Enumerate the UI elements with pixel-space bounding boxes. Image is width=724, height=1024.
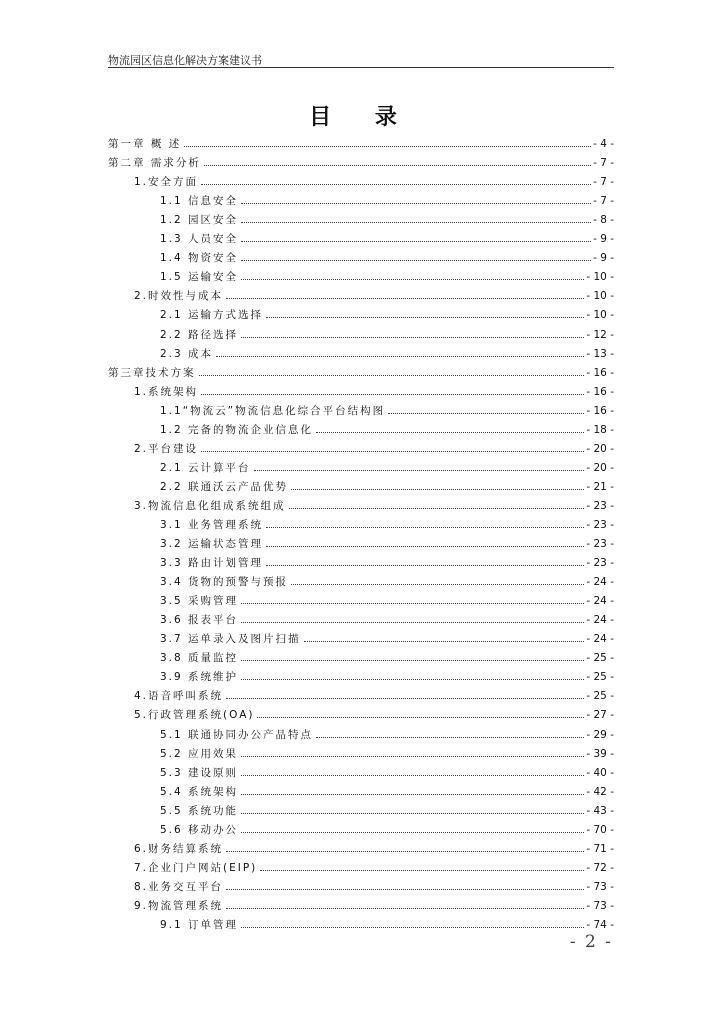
toc-entry-page: - 72 - (586, 861, 614, 874)
toc-leader-dots (241, 926, 584, 928)
toc-entry[interactable] (108, 702, 614, 721)
toc-entry-page: - 20 - (586, 442, 614, 455)
toc-leader-dots (226, 850, 584, 852)
toc-entry[interactable] (108, 664, 614, 683)
toc-entry-page: - 24 - (586, 633, 614, 646)
toc-entry-page: - 40 - (586, 766, 614, 779)
toc-entry-label: 3.5 采购管理 (160, 595, 239, 608)
toc-leader-dots (241, 793, 584, 795)
toc-leader-dots (241, 602, 584, 604)
toc-entry-page: - 24 - (586, 614, 614, 627)
toc-entry-label: 1.1“物流云”物流信息化综合平台结构图 (160, 404, 386, 417)
toc-leader-dots (388, 412, 584, 414)
toc-entry-page: - 9 - (593, 233, 614, 246)
toc-leader-dots (241, 678, 584, 680)
running-header: 物流园区信息化解决方案建议书 (108, 54, 262, 67)
toc-entry-label: 6.财务结算系统 (134, 842, 224, 855)
toc-entry[interactable] (108, 455, 614, 474)
toc-entry-label: 2.2 路径选择 (160, 328, 239, 341)
toc-entry-page: - 73 - (586, 880, 614, 893)
toc-leader-dots (241, 221, 591, 223)
toc-entry-label: 5.4 系统架构 (160, 785, 239, 798)
toc-entry[interactable] (108, 855, 614, 874)
toc-entry[interactable] (108, 569, 614, 588)
toc-entry-page: - 73 - (586, 899, 614, 912)
toc-entry-page: - 16 - (586, 404, 614, 417)
toc-entry-page: - 4 - (593, 138, 614, 151)
toc-entry-label: 5.2 应用效果 (160, 747, 239, 760)
toc-leader-dots (289, 507, 585, 509)
toc-entry-label: 第三章技术方案 (108, 366, 196, 379)
toc-leader-dots (241, 659, 584, 661)
toc-entry-page: - 20 - (586, 461, 614, 474)
toc-entry-page: - 18 - (586, 423, 614, 436)
toc-entry[interactable] (108, 360, 614, 379)
toc-entry-label: 3.3 路由计划管理 (160, 557, 264, 570)
toc-leader-dots (241, 621, 584, 623)
toc-entry-page: - 42 - (586, 785, 614, 798)
toc-entry[interactable] (108, 245, 614, 264)
toc-leader-dots (204, 164, 591, 166)
toc-leader-dots (201, 183, 591, 185)
toc-entry[interactable] (108, 207, 614, 226)
toc-entry-page: - 10 - (586, 309, 614, 322)
toc-entry-label: 3.6 报表平台 (160, 614, 239, 627)
toc-leader-dots (266, 316, 584, 318)
toc-leader-dots (216, 355, 584, 357)
toc-entry-page: - 16 - (586, 366, 614, 379)
toc-entry[interactable] (108, 874, 614, 893)
toc-entry-label: 1.系统架构 (134, 385, 199, 398)
toc-entry[interactable] (108, 741, 614, 760)
toc-entry[interactable] (108, 131, 614, 150)
toc-leader-dots (241, 259, 591, 261)
toc-entry[interactable] (108, 836, 614, 855)
toc-entry-label: 2.3 成本 (160, 347, 214, 360)
toc-entry-page: - 25 - (586, 652, 614, 665)
toc-leader-dots (266, 564, 584, 566)
toc-leader-dots (254, 469, 585, 471)
toc-entry-page: - 24 - (586, 576, 614, 589)
toc-leader-dots (226, 297, 584, 299)
toc-entry-page: - 24 - (586, 595, 614, 608)
toc-entry[interactable] (108, 531, 614, 550)
toc-entry-page: - 10 - (586, 271, 614, 284)
toc-entry-page: - 39 - (586, 747, 614, 760)
toc-entry-page: - 25 - (586, 671, 614, 684)
toc-entry[interactable] (108, 683, 614, 702)
toc-leader-dots (304, 640, 585, 642)
toc-entry-page: - 8 - (593, 214, 614, 227)
toc-entry-label: 5.3 建设原则 (160, 766, 239, 779)
toc-entry-label: 7.企业门户网站(EIP) (134, 861, 258, 874)
toc-entry[interactable] (108, 341, 614, 360)
toc-entry-page: - 25 - (586, 690, 614, 703)
toc-entry[interactable] (108, 226, 614, 245)
toc-entry-label: 3.物流信息化组成系统组成 (134, 499, 286, 512)
toc-leader-dots (266, 545, 584, 547)
toc-leader-dots (266, 526, 584, 528)
page-title: 目 录 (309, 104, 415, 130)
toc-leader-dots (226, 907, 584, 909)
toc-entry-page: - 29 - (586, 728, 614, 741)
toc-entry-label: 3.1 业务管理系统 (160, 518, 264, 531)
toc-leader-dots (226, 697, 584, 699)
toc-leader-dots (241, 336, 584, 338)
toc-entry-label: 9.1 订单管理 (160, 918, 239, 931)
toc-entry-page: - 27 - (586, 709, 614, 722)
toc-entry[interactable] (108, 798, 614, 817)
toc-entry[interactable] (108, 417, 614, 436)
toc-entry-label: 9.物流管理系统 (134, 899, 224, 912)
toc-leader-dots (201, 393, 584, 395)
toc-entry-label: 第一章 概 述 (108, 138, 182, 151)
toc-entry-page: - 74 - (586, 918, 614, 931)
toc-entry[interactable] (108, 398, 614, 417)
toc-entry-page: - 16 - (586, 385, 614, 398)
toc-leader-dots (316, 431, 584, 433)
toc-entry-page: - 7 - (593, 176, 614, 189)
toc-entry-label: 3.8 质量监控 (160, 652, 239, 665)
toc-entry-label: 5.5 系统功能 (160, 804, 239, 817)
toc-entry[interactable] (108, 283, 614, 302)
toc-entry-label: 1.安全方面 (134, 176, 199, 189)
toc-entry-page: - 7 - (593, 195, 614, 208)
toc-entry-label: 5.6 移动办公 (160, 823, 239, 836)
toc-entry-label: 4.语音呼叫系统 (134, 690, 224, 703)
toc-entry[interactable] (108, 721, 614, 740)
toc-leader-dots (226, 888, 584, 890)
toc-leader-dots (260, 869, 584, 871)
toc-leader-dots (291, 488, 584, 490)
toc-leader-dots (241, 755, 584, 757)
toc-entry-page: - 12 - (586, 328, 614, 341)
toc-entry-label: 1.1 信息安全 (160, 195, 239, 208)
toc-entry[interactable] (108, 169, 614, 188)
toc-entry[interactable] (108, 779, 614, 798)
toc-entry-label: 3.4 货物的预警与预报 (160, 576, 289, 589)
toc-entry[interactable] (108, 893, 614, 912)
toc-entry[interactable] (108, 474, 614, 493)
toc-leader-dots (184, 145, 591, 147)
table-of-contents (108, 131, 614, 931)
toc-entry-page: - 23 - (586, 557, 614, 570)
toc-leader-dots (241, 202, 591, 204)
toc-entry-page: - 43 - (586, 804, 614, 817)
toc-entry-label: 5.1 联通协同办公产品特点 (160, 728, 314, 741)
toc-entry-label: 2.2 联通沃云产品优势 (160, 480, 289, 493)
toc-entry[interactable] (108, 607, 614, 626)
toc-leader-dots (241, 812, 584, 814)
toc-entry[interactable] (108, 588, 614, 607)
toc-entry[interactable] (108, 512, 614, 531)
toc-leader-dots (241, 774, 584, 776)
toc-entry-page: - 70 - (586, 823, 614, 836)
toc-entry-page: - 71 - (586, 842, 614, 855)
toc-leader-dots (291, 583, 584, 585)
toc-entry[interactable] (108, 626, 614, 645)
toc-entry[interactable] (108, 379, 614, 398)
toc-leader-dots (241, 240, 591, 242)
toc-entry[interactable] (108, 264, 614, 283)
toc-entry[interactable] (108, 817, 614, 836)
toc-entry[interactable] (108, 321, 614, 340)
toc-leader-dots (257, 716, 584, 718)
toc-entry-page: - 23 - (586, 538, 614, 551)
toc-entry[interactable] (108, 493, 614, 512)
toc-entry-label: 1.2 园区安全 (160, 214, 239, 227)
toc-entry[interactable] (108, 436, 614, 455)
toc-leader-dots (201, 450, 584, 452)
toc-entry[interactable] (108, 188, 614, 207)
toc-entry-label: 2.1 云计算平台 (160, 461, 251, 474)
page-number: - 2 - (569, 932, 613, 952)
toc-entry-page: - 13 - (586, 347, 614, 360)
toc-entry-label: 2.平台建设 (134, 442, 199, 455)
toc-entry-label: 3.9 系统维护 (160, 671, 239, 684)
toc-entry-label: 1.4 物资安全 (160, 252, 239, 265)
toc-entry[interactable] (108, 912, 614, 931)
toc-entry[interactable] (108, 760, 614, 779)
toc-leader-dots (199, 374, 585, 376)
header-divider (108, 67, 614, 68)
toc-entry-label: 8.业务交互平台 (134, 880, 224, 893)
toc-leader-dots (316, 736, 584, 738)
toc-entry-page: - 23 - (586, 499, 614, 512)
toc-entry[interactable] (108, 150, 614, 169)
toc-entry-label: 2.1 运输方式选择 (160, 309, 264, 322)
toc-entry-label: 2.时效性与成本 (134, 290, 224, 303)
toc-entry-label: 3.2 运输状态管理 (160, 538, 264, 551)
toc-entry-page: - 7 - (593, 157, 614, 170)
toc-entry-page: - 21 - (586, 480, 614, 493)
toc-entry[interactable] (108, 302, 614, 321)
toc-entry-page: - 10 - (586, 290, 614, 303)
toc-entry-page: - 9 - (593, 252, 614, 265)
toc-entry-label: 1.3 人员安全 (160, 233, 239, 246)
toc-leader-dots (241, 831, 584, 833)
toc-entry-label: 1.2 完备的物流企业信息化 (160, 423, 314, 436)
toc-entry[interactable] (108, 645, 614, 664)
toc-leader-dots (241, 278, 584, 280)
toc-entry-label: 3.7 运单录入及图片扫描 (160, 633, 301, 646)
toc-entry-page: - 23 - (586, 518, 614, 531)
toc-entry[interactable] (108, 550, 614, 569)
toc-entry-label: 1.5 运输安全 (160, 271, 239, 284)
toc-entry-label: 第二章 需求分析 (108, 157, 201, 170)
toc-entry-label: 5.行政管理系统(OA) (134, 709, 255, 722)
